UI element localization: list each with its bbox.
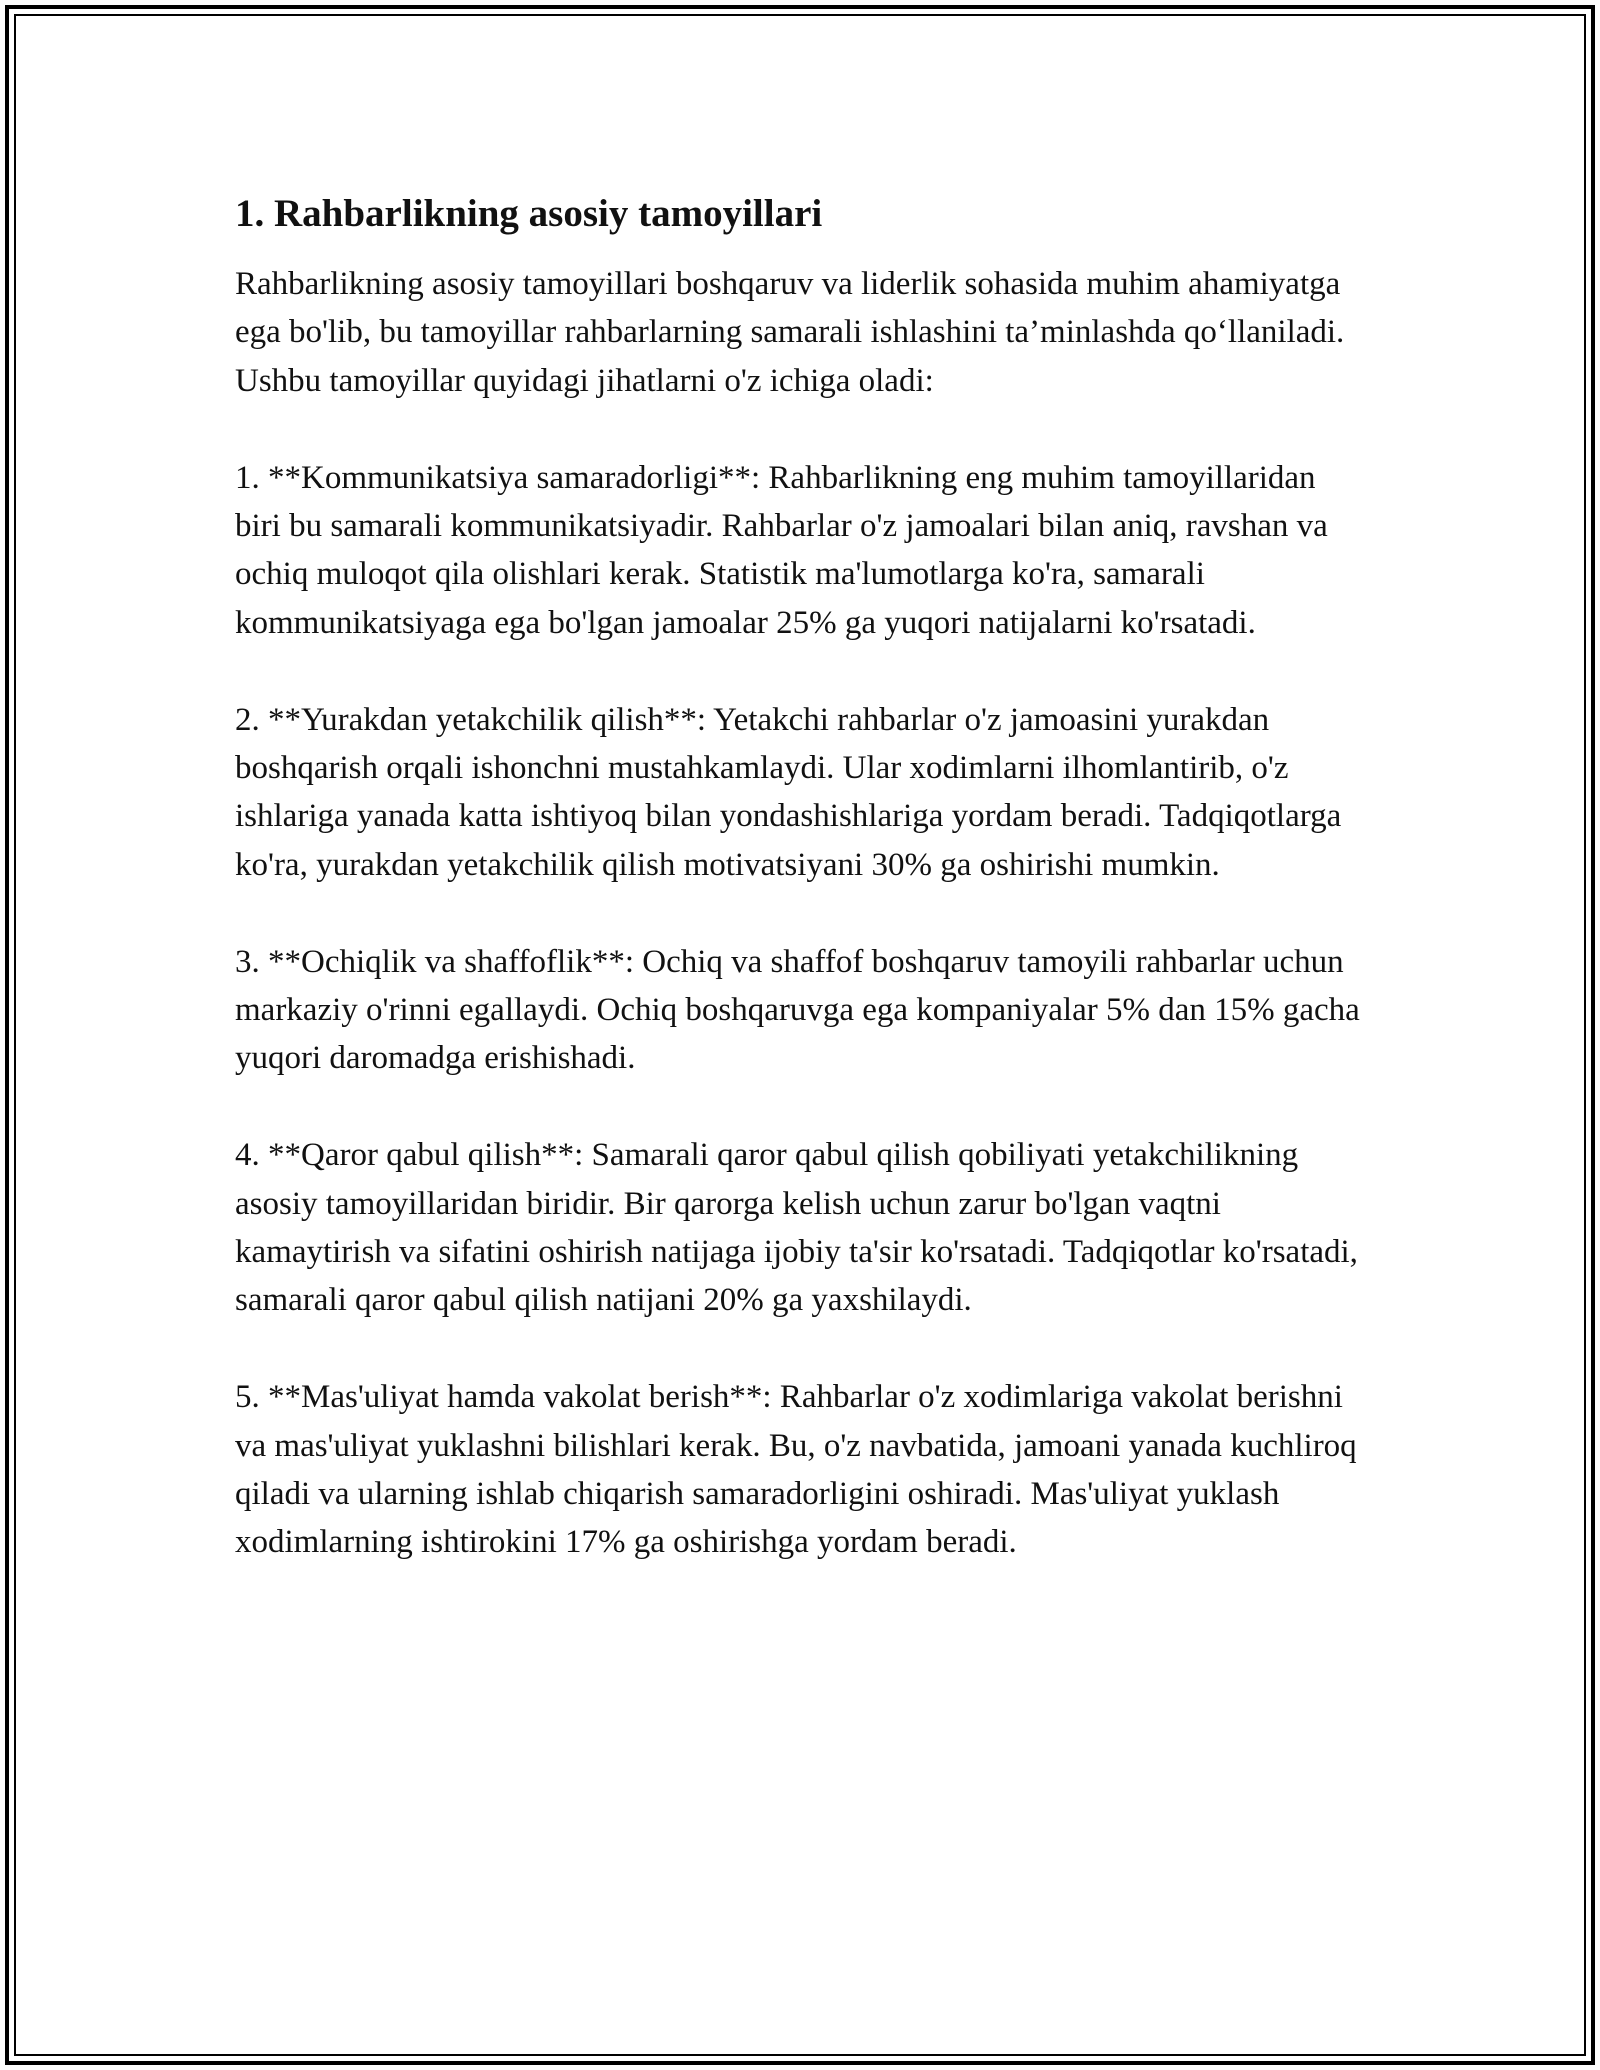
document-body <box>235 188 1365 1615</box>
principle-item-3: 3. **Ochiqlik va shaffoflik**: Ochiq va shaffof boshqaruv tamoyili rahbarlar uchun markaziy o'rinni egallaydi. Ochiq boshqaruvga ega kompaniyalar 5% dan 15% gacha yuqori daromadga erishishadi. <box>235 943 1360 1077</box>
principle-item-1: 1. **Kommunikatsiya samaradorligi**: Rahbarlikning eng muhim tamoyillaridan biri bu samarali kommunikatsiyadir. Rahbarlar o'z jamoalari bilan aniq, ravshan va ochiq muloqot qila olishlari kerak. Statistik ma'lumotlarga ko'ra, samarali kommunikatsiyaga ega bo'lgan jamoalar 25% ga yuqori natijalarni ko'rsatadi. <box>235 459 1328 641</box>
principle-item-5: 5. **Mas'uliyat hamda vakolat berish**: Rahbarlar o'z xodimlariga vakolat berishni va mas'uliyat yuklashni bilishlari kerak. Bu, o'z navbatida, jamoani yanada kuchliroq qiladi va ularning ishlab chiqarish samaradorligini oshiradi. Mas'uliyat yuklash xodimlarning ishtirokini 17% ga oshirishga yordam beradi. <box>235 1379 1357 1561</box>
principle-item-4: 4. **Qaror qabul qilish**: Samarali qaror qabul qilish qobiliyati yetakchilikning asosiy tamoyillaridan biridir. Bir qarorga kelish uchun zarur bo'lgan vaqtni kamaytirish va sifatini oshirish natijaga ijobiy ta'sir ko'rsatadi. Tadqiqotlar ko'rsatadi, samarali qaror qabul qilish natijani 20% ga yaxshilaydi. <box>235 1137 1358 1319</box>
intro-paragraph: Rahbarlikning asosiy tamoyillari boshqaruv va liderlik sohasida muhim ahamiyatga ega bo'lib, bu tamoyillar rahbarlarning samarali ishlashini ta’minlashda qo‘llaniladi. Ushbu tamoyillar quyidagi jihatlarni o'z ichiga oladi: <box>235 266 1345 399</box>
principle-item-2: 2. **Yurakdan yetakchilik qilish**: Yetakchi rahbarlar o'z jamoasini yurakdan boshqarish orqali ishonchni mustahkamlaydi. Ular xodimlarni ilhomlantirib, o'z ishlariga yanada katta ishtiyoq bilan yondashishlariga yordam beradi. Tadqiqotlarga ko'ra, yurakdan yetakchilik qilish motivatsiyani 30% ga oshirishi mumkin. <box>235 701 1342 883</box>
section-heading: 1. Rahbarlikning asosiy tamoyillari <box>235 192 823 235</box>
